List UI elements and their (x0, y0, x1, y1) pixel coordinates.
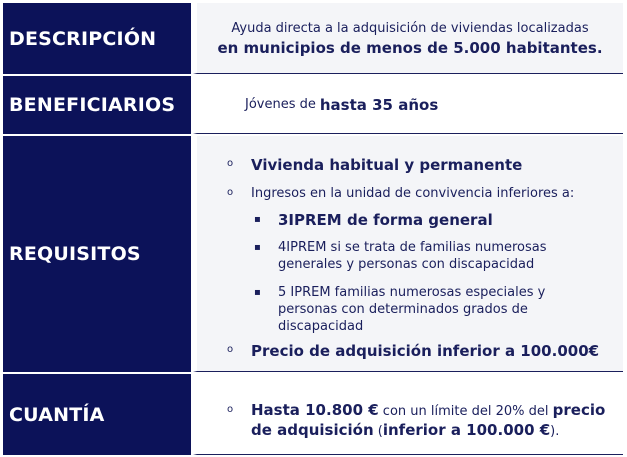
square-bullet-icon: ▪ (254, 214, 261, 225)
requisito-subitem (254, 284, 574, 335)
square-bullet-icon: ▪ (254, 287, 261, 298)
requisitos-label: REQUISITOS (3, 136, 193, 372)
requisito-subitem (254, 239, 574, 273)
circle-bullet-icon: o (227, 404, 234, 415)
circle-bullet-icon: o (227, 344, 234, 355)
requisito-subtext (278, 284, 545, 335)
line: generales y personas con discapacidad (278, 257, 535, 272)
requisito-item (227, 342, 599, 360)
requisitos-content (193, 136, 623, 372)
descripcion-label: DESCRIPCIÓN (3, 3, 193, 74)
requisito-item (227, 156, 522, 174)
requisito-text: Precio de adquisición inferior a 100.000€ (251, 342, 600, 360)
beneficiarios-bold: hasta 35 años (319, 95, 439, 114)
requisito-subtext (278, 239, 547, 273)
descripcion-line2: en municipios de menos de 5.000 habitantes. (217, 39, 603, 57)
requisito-text: Ingresos en la unidad de convivencia inferiores a: (251, 186, 575, 201)
line: personas con determinados grados de (278, 302, 528, 317)
circle-bullet-icon: o (227, 187, 234, 198)
info-table (3, 3, 623, 455)
cuantia-amount: Hasta 10.800 € (251, 401, 379, 419)
line: 4IPREM si se trata de familias numerosas (278, 240, 547, 255)
cuantia-bold-part: precio (552, 401, 606, 419)
line: 5 IPREM familias numerosas especiales y (278, 285, 546, 300)
cuantia-label: CUANTÍA (3, 374, 193, 455)
cuantia-bold-part: de adquisición (251, 421, 374, 439)
cuantia-bold-part: inferior a 100.000 € (382, 421, 551, 439)
cuantia-item (227, 401, 607, 441)
beneficiarios-prefix: Jóvenes de (245, 97, 316, 112)
beneficiarios-label: BENEFICIARIOS (3, 76, 193, 134)
descripcion-content (193, 3, 623, 74)
cuantia-text-part: con un límite del 20% del (378, 404, 553, 419)
descripcion-line1: Ayuda directa a la adquisición de viviendas localizadas (231, 21, 589, 36)
cuantia-content (193, 374, 623, 455)
circle-bullet-icon: o (227, 158, 234, 169)
line: discapacidad (278, 319, 364, 334)
cuantia-text (251, 401, 605, 441)
beneficiarios-content (193, 76, 623, 134)
requisito-text: Vivienda habitual y permanente (251, 156, 523, 174)
requisito-subtext: 3IPREM de forma general (278, 211, 493, 229)
requisito-item (227, 185, 574, 202)
cuantia-text-part: ). (550, 424, 560, 439)
square-bullet-icon: ▪ (254, 242, 261, 253)
requisito-subitem (254, 211, 574, 229)
cuantia-text-part: ( (373, 424, 383, 439)
